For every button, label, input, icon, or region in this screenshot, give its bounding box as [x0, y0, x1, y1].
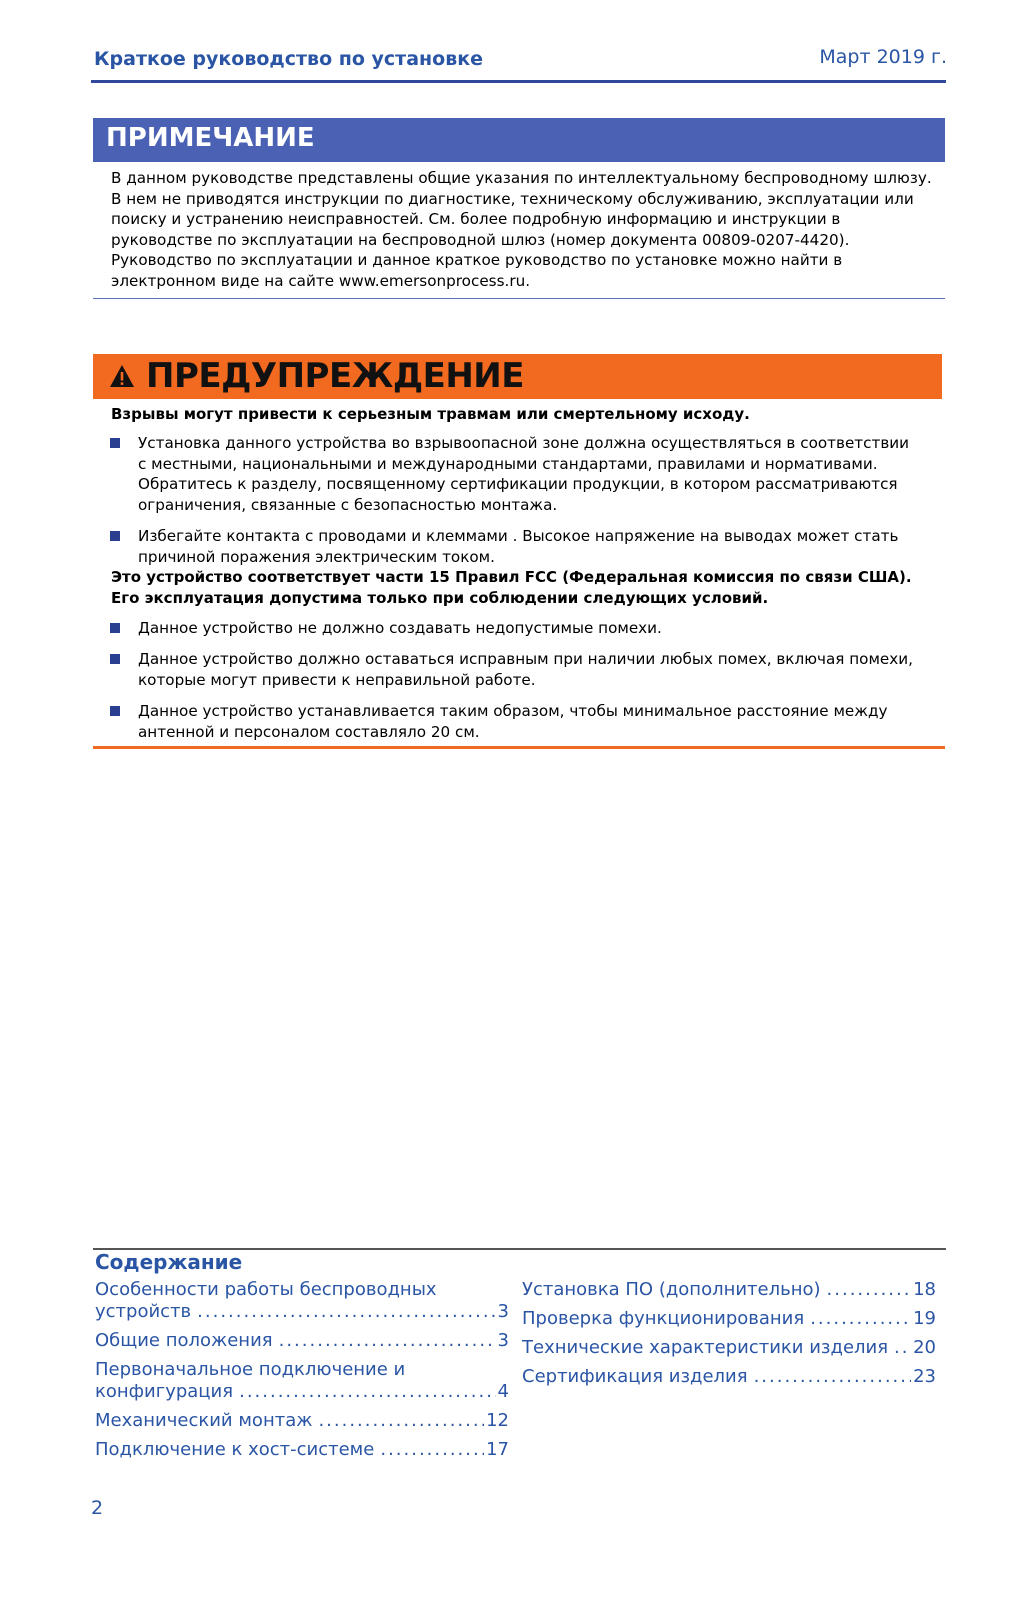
warning-triangle-icon: [109, 364, 135, 388]
bullet-square: [110, 531, 120, 541]
page-number: 2: [91, 1497, 104, 1519]
warning-bullet: [138, 618, 662, 639]
note-line: В данном руководстве представлены общие указания по интеллектуальному беспроводному шлюзу.: [111, 169, 932, 187]
toc-page-number: 3: [497, 1330, 509, 1351]
warning-intro: Взрывы могут привести к серьезным травмам или смертельному исходу.: [111, 405, 750, 423]
document-title: Краткое руководство по установке: [94, 48, 483, 70]
toc-leader-dots: [197, 1301, 495, 1323]
toc-entry-label: Подключение к хост-системе: [95, 1439, 375, 1460]
toc-leader-dots: [239, 1381, 495, 1403]
toc-entry-label: конфигурация: [95, 1381, 234, 1402]
toc-right-column: [522, 1279, 936, 1388]
toc-leader-dots: [380, 1439, 484, 1461]
bullet-line: Данное устройство не должно создавать недопустимые помехи.: [138, 619, 662, 637]
bullet-line: Избегайте контакта с проводами и клеммами . Высокое напряжение на выводах может стать: [138, 527, 899, 545]
warning-bullet: [138, 701, 887, 742]
toc-page-number: 18: [913, 1279, 936, 1300]
toc-entry-label: Первоначальное подключение и: [95, 1359, 406, 1380]
toc-entry-initial-connection[interactable]: [95, 1359, 509, 1403]
bullet-square: [110, 654, 120, 664]
toc-entry-label: Особенности работы беспроводных: [95, 1279, 437, 1300]
toc-entry-verification[interactable]: [522, 1308, 936, 1330]
toc-entry-mechanical[interactable]: [95, 1410, 509, 1432]
note-title: ПРИМЕЧАНИЕ: [106, 123, 315, 153]
toc-entry-label: Проверка функционирования: [522, 1308, 805, 1329]
toc-leader-dots: [810, 1308, 911, 1330]
toc-entry-general[interactable]: [95, 1330, 509, 1352]
toc-page-number: 23: [913, 1366, 936, 1387]
toc-entry-label: Общие положения: [95, 1330, 273, 1351]
toc-entry-certification[interactable]: [522, 1366, 936, 1388]
warning-divider: [93, 746, 945, 749]
bullet-square: [110, 438, 120, 448]
note-line: руководстве по эксплуатации на беспроводной шлюз (номер документа 00809-0207-4420).: [111, 230, 850, 249]
toc-entry-label: Установка ПО (дополнительно): [522, 1279, 821, 1300]
fcc-statement: [111, 567, 912, 608]
toc-entry-host[interactable]: [95, 1439, 509, 1461]
toc-entry-software[interactable]: [522, 1279, 936, 1301]
fcc-line: Это устройство соответствует части 15 Правил FCC (Федеральная комиссия по связи США).: [111, 568, 912, 586]
bullet-line: с местными, национальными и международными стандартами, правилами и нормативами.: [138, 454, 878, 473]
header-divider: [91, 80, 946, 83]
toc-page-number: 19: [913, 1308, 936, 1329]
bullet-line: Установка данного устройства во взрывоопасной зоне должна осуществляться в соответствии: [138, 434, 910, 452]
bullet-line: Данное устройство должно оставаться исправным при наличии любых помех, включая помехи,: [138, 650, 913, 668]
bullet-line: которые могут привести к неправильной работе.: [138, 670, 536, 689]
toc-leader-dots: [318, 1410, 484, 1432]
toc-leader-dots: [894, 1337, 911, 1359]
bullet-line: Данное устройство устанавливается таким образом, чтобы минимальное расстояние между: [138, 702, 888, 720]
note-body: [111, 168, 946, 291]
toc-entry-wireless[interactable]: [95, 1279, 509, 1323]
warning-bullet: [138, 526, 898, 567]
toc-page-number: 3: [497, 1301, 509, 1322]
note-line: В нем не приводятся инструкции по диагностике, техническому обслуживанию, эксплуатации или: [111, 189, 914, 208]
bullet-line: Обратитесь к разделу, посвященному сертификации продукции, в котором рассматриваются: [138, 475, 898, 493]
warning-bullet: [138, 433, 909, 515]
warning-bullet: [138, 649, 913, 690]
toc-heading: Содержание: [95, 1250, 243, 1274]
toc-entry-label: Технические характеристики изделия: [522, 1337, 889, 1358]
bullet-line: антенной и персоналом составляло 20 см.: [138, 722, 480, 741]
toc-entry-specs[interactable]: [522, 1337, 936, 1359]
note-divider: [93, 298, 945, 299]
toc-page-number: 4: [497, 1381, 509, 1402]
toc-leader-dots: [827, 1279, 912, 1301]
bullet-square: [110, 623, 120, 633]
note-line: Руководство по эксплуатации и данное краткое руководство по установке можно найти в: [111, 251, 843, 269]
toc-leader-dots: [279, 1330, 496, 1352]
bullet-line: ограничения, связанные с безопасностью монтажа.: [138, 495, 558, 514]
bullet-line: причиной поражения электрическим током.: [138, 547, 495, 566]
note-line: поиску и устранению неисправностей. См. более подробную информацию и инструкции в: [111, 210, 841, 228]
toc-page-number: 17: [486, 1439, 509, 1460]
warning-title: ПРЕДУПРЕЖДЕНИЕ: [146, 356, 524, 396]
bullet-square: [110, 706, 120, 716]
toc-page-number: 20: [913, 1337, 936, 1358]
toc-entry-label: Механический монтаж: [95, 1410, 313, 1431]
toc-left-column: [95, 1279, 509, 1461]
note-line: электронном виде на сайте www.emersonprocess.ru.: [111, 271, 531, 290]
toc-entry-label: Сертификация изделия: [522, 1366, 748, 1387]
document-date: Март 2019 г.: [819, 46, 947, 68]
fcc-line: Его эксплуатация допустима только при соблюдении следующих условий.: [111, 588, 769, 607]
toc-leader-dots: [754, 1366, 912, 1388]
toc-entry-label: устройств: [95, 1301, 192, 1322]
toc-page-number: 12: [486, 1410, 509, 1431]
